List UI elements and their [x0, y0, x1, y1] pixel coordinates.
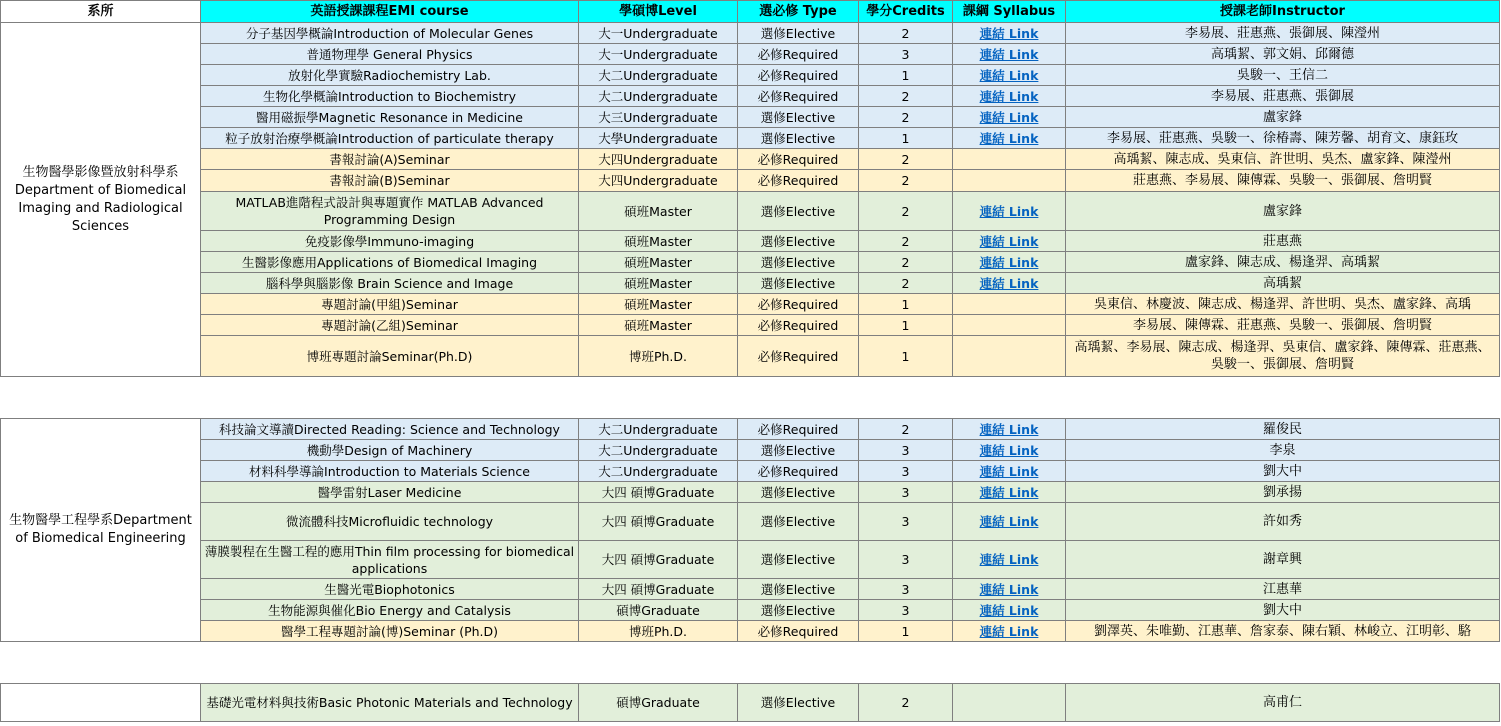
- header-dept: 系所: [1, 1, 201, 23]
- syllabus-link[interactable]: 連結 Link: [979, 88, 1039, 104]
- type-cell: 必修Required: [738, 44, 859, 65]
- level-cell: 大四Undergraduate: [579, 149, 738, 170]
- type-cell: 必修Required: [738, 315, 859, 336]
- course-name-cell: MATLAB進階程式設計與專題實作 MATLAB Advanced Programming Design: [201, 192, 579, 231]
- instructor-cell: 李易展、莊惠燕、張御展: [1066, 86, 1500, 107]
- credits-cell: 3: [859, 579, 953, 600]
- syllabus-cell: [953, 621, 1066, 642]
- table-row: [1, 170, 1500, 192]
- type-cell: 必修Required: [738, 621, 859, 642]
- level-cell: 碩班Master: [579, 192, 738, 231]
- syllabus-cell: [953, 684, 1066, 722]
- instructor-cell: 莊惠燕: [1066, 231, 1500, 252]
- credits-cell: 1: [859, 294, 953, 315]
- syllabus-cell: [953, 336, 1066, 377]
- level-cell: 碩班Master: [579, 294, 738, 315]
- instructor-cell: 劉大中: [1066, 600, 1500, 621]
- level-cell: 大四 碩博Graduate: [579, 541, 738, 579]
- instructor-cell: 高瑀絜、陳志成、吳東信、許世明、吳杰、盧家鋒、陳瀅州: [1066, 149, 1500, 170]
- course-name-cell: 普通物理學 General Physics: [201, 44, 579, 65]
- type-cell: 選修Elective: [738, 192, 859, 231]
- credits-cell: 2: [859, 684, 953, 722]
- table-row: [1, 579, 1500, 600]
- syllabus-cell: [953, 128, 1066, 149]
- level-cell: 大二Undergraduate: [579, 419, 738, 440]
- table-row: [1, 541, 1500, 579]
- syllabus-link[interactable]: 連結 Link: [979, 623, 1039, 639]
- table-row: [1, 128, 1500, 149]
- syllabus-cell: [953, 170, 1066, 192]
- credits-cell: 1: [859, 128, 953, 149]
- level-cell: 碩博Graduate: [579, 684, 738, 722]
- type-cell: 必修Required: [738, 294, 859, 315]
- credits-cell: 3: [859, 44, 953, 65]
- syllabus-cell: [953, 294, 1066, 315]
- instructor-cell: 李易展、陳傳霖、莊惠燕、吳駿一、張御展、詹明賢: [1066, 315, 1500, 336]
- table-row: [1, 86, 1500, 107]
- type-cell: 選修Elective: [738, 541, 859, 579]
- syllabus-link[interactable]: 連結 Link: [979, 46, 1039, 62]
- table-row: [1, 273, 1500, 294]
- syllabus-cell: [953, 149, 1066, 170]
- instructor-cell: 吳駿一、王信二: [1066, 65, 1500, 86]
- credits-cell: 3: [859, 461, 953, 482]
- syllabus-cell: [953, 252, 1066, 273]
- instructor-cell: 莊惠燕、李易展、陳傳霖、吳駿一、張御展、詹明賢: [1066, 170, 1500, 192]
- credits-cell: 3: [859, 503, 953, 541]
- syllabus-link[interactable]: 連結 Link: [979, 463, 1039, 479]
- instructor-cell: 盧家鋒: [1066, 192, 1500, 231]
- course-name-cell: 生物化學概論Introduction to Biochemistry: [201, 86, 579, 107]
- table-row: [1, 482, 1500, 503]
- type-cell: 必修Required: [738, 86, 859, 107]
- course-name-cell: 醫學雷射Laser Medicine: [201, 482, 579, 503]
- type-cell: 選修Elective: [738, 107, 859, 128]
- header-type: 選必修 Type: [738, 1, 859, 23]
- syllabus-cell: [953, 192, 1066, 231]
- credits-cell: 2: [859, 273, 953, 294]
- level-cell: 大四 碩博Graduate: [579, 503, 738, 541]
- type-cell: 選修Elective: [738, 23, 859, 44]
- type-cell: 選修Elective: [738, 440, 859, 461]
- spacer-cell: [1, 642, 1500, 684]
- spacer-cell: [1, 377, 1500, 419]
- syllabus-cell: [953, 44, 1066, 65]
- table-row: [1, 44, 1500, 65]
- course-name-cell: 粒子放射治療學概論Introduction of particulate therapy: [201, 128, 579, 149]
- course-name-cell: 醫學工程專題討論(博)Seminar (Ph.D): [201, 621, 579, 642]
- type-cell: 必修Required: [738, 461, 859, 482]
- credits-cell: 2: [859, 231, 953, 252]
- course-name-cell: 材料科學導論Introduction to Materials Science: [201, 461, 579, 482]
- header-credits: 學分Credits: [859, 1, 953, 23]
- instructor-cell: 劉大中: [1066, 461, 1500, 482]
- table-row: [1, 294, 1500, 315]
- syllabus-cell: [953, 315, 1066, 336]
- instructor-cell: 盧家鋒: [1066, 107, 1500, 128]
- course-name-cell: 專題討論(甲組)Seminar: [201, 294, 579, 315]
- header-row: [1, 1, 1500, 23]
- table-row: [1, 440, 1500, 461]
- table-row: [1, 65, 1500, 86]
- syllabus-cell: [953, 482, 1066, 503]
- instructor-cell: 高甫仁: [1066, 684, 1500, 722]
- instructor-cell: 盧家鋒、陳志成、楊逢羿、高瑀絜: [1066, 252, 1500, 273]
- course-name-cell: 書報討論(A)Seminar: [201, 149, 579, 170]
- instructor-cell: 李易展、莊惠燕、張御展、陳瀅州: [1066, 23, 1500, 44]
- table-row: [1, 107, 1500, 128]
- level-cell: 大三Undergraduate: [579, 107, 738, 128]
- level-cell: 博班Ph.D.: [579, 621, 738, 642]
- credits-cell: 2: [859, 252, 953, 273]
- header-course: 英語授課課程EMI course: [201, 1, 579, 23]
- course-name-cell: 專題討論(乙組)Seminar: [201, 315, 579, 336]
- course-name-cell: 基礎光電材料與技術Basic Photonic Materials and Technology: [201, 684, 579, 722]
- table-row: [1, 419, 1500, 440]
- type-cell: 選修Elective: [738, 252, 859, 273]
- syllabus-cell: [953, 579, 1066, 600]
- table-row: [1, 336, 1500, 377]
- instructor-cell: 許如秀: [1066, 503, 1500, 541]
- table-row: [1, 315, 1500, 336]
- syllabus-cell: [953, 65, 1066, 86]
- level-cell: 大一Undergraduate: [579, 44, 738, 65]
- credits-cell: 2: [859, 419, 953, 440]
- syllabus-link[interactable]: 連結 Link: [979, 581, 1039, 597]
- course-name-cell: 書報討論(B)Seminar: [201, 170, 579, 192]
- credits-cell: 1: [859, 315, 953, 336]
- type-cell: 選修Elective: [738, 600, 859, 621]
- syllabus-cell: [953, 440, 1066, 461]
- credits-cell: 3: [859, 482, 953, 503]
- level-cell: 碩班Master: [579, 273, 738, 294]
- syllabus-cell: [953, 231, 1066, 252]
- course-name-cell: 薄膜製程在生醫工程的應用Thin film processing for biomedical applications: [201, 541, 579, 579]
- type-cell: 選修Elective: [738, 503, 859, 541]
- syllabus-link[interactable]: 連結 Link: [979, 602, 1039, 618]
- type-cell: 必修Required: [738, 336, 859, 377]
- type-cell: 選修Elective: [738, 231, 859, 252]
- credits-cell: 1: [859, 621, 953, 642]
- syllabus-link[interactable]: 連結 Link: [979, 203, 1039, 219]
- header-instructor: 授課老師Instructor: [1066, 1, 1500, 23]
- instructor-cell: 吳東信、林慶波、陳志成、楊逢羿、許世明、吳杰、盧家鋒、高瑀: [1066, 294, 1500, 315]
- table-row: [1, 192, 1500, 231]
- level-cell: 大學Undergraduate: [579, 128, 738, 149]
- type-cell: 必修Required: [738, 170, 859, 192]
- instructor-cell: 劉承揚: [1066, 482, 1500, 503]
- course-name-cell: 機動學Design of Machinery: [201, 440, 579, 461]
- syllabus-link[interactable]: 連結 Link: [979, 67, 1039, 83]
- syllabus-cell: [953, 419, 1066, 440]
- credits-cell: 2: [859, 170, 953, 192]
- type-cell: 選修Elective: [738, 684, 859, 722]
- type-cell: 選修Elective: [738, 273, 859, 294]
- level-cell: 大四 碩博Graduate: [579, 579, 738, 600]
- group-spacer-row: [1, 642, 1500, 684]
- instructor-cell: 高瑀絜、李易展、陳志成、楊逢羿、吳東信、盧家鋒、陳傳霖、莊惠燕、吳駿一、張御展、詹明賢: [1066, 336, 1500, 377]
- table-row: [1, 621, 1500, 642]
- table-row: [1, 252, 1500, 273]
- instructor-cell: 劉澤英、朱唯勤、江惠華、詹家泰、陳右穎、林峻立、江明彰、駱: [1066, 621, 1500, 642]
- department-cell: [1, 684, 201, 722]
- instructor-cell: 高瑀絜、郭文娟、邱爾德: [1066, 44, 1500, 65]
- course-name-cell: 生醫光電Biophotonics: [201, 579, 579, 600]
- syllabus-link[interactable]: 連結 Link: [979, 233, 1039, 249]
- table-row: [1, 684, 1500, 722]
- course-name-cell: 生物能源與催化Bio Energy and Catalysis: [201, 600, 579, 621]
- level-cell: 碩班Master: [579, 231, 738, 252]
- instructor-cell: 謝章興: [1066, 541, 1500, 579]
- instructor-cell: 李易展、莊惠燕、吳駿一、徐椿壽、陳芳馨、胡育文、康鈺玫: [1066, 128, 1500, 149]
- table-row: [1, 600, 1500, 621]
- header-syllabus: 課綱 Syllabus: [953, 1, 1066, 23]
- department-cell: 生物醫學工程學系Department of Biomedical Engineering: [1, 419, 201, 642]
- type-cell: 選修Elective: [738, 128, 859, 149]
- syllabus-cell: [953, 273, 1066, 294]
- course-name-cell: 免疫影像學Immuno-imaging: [201, 231, 579, 252]
- credits-cell: 2: [859, 86, 953, 107]
- instructor-cell: 羅俊民: [1066, 419, 1500, 440]
- credits-cell: 1: [859, 65, 953, 86]
- credits-cell: 2: [859, 149, 953, 170]
- syllabus-link[interactable]: 連結 Link: [979, 130, 1039, 146]
- syllabus-link[interactable]: 連結 Link: [979, 552, 1039, 567]
- level-cell: 大一Undergraduate: [579, 23, 738, 44]
- level-cell: 大四 碩博Graduate: [579, 482, 738, 503]
- syllabus-cell: [953, 86, 1066, 107]
- table-row: [1, 503, 1500, 541]
- credits-cell: 2: [859, 23, 953, 44]
- syllabus-cell: [953, 541, 1066, 579]
- level-cell: 碩博Graduate: [579, 600, 738, 621]
- table-row: [1, 231, 1500, 252]
- course-name-cell: 醫用磁振學Magnetic Resonance in Medicine: [201, 107, 579, 128]
- credits-cell: 3: [859, 541, 953, 579]
- level-cell: 大二Undergraduate: [579, 65, 738, 86]
- syllabus-cell: [953, 461, 1066, 482]
- instructor-cell: 李泉: [1066, 440, 1500, 461]
- table-row: [1, 149, 1500, 170]
- table-row: [1, 461, 1500, 482]
- instructor-cell: 江惠華: [1066, 579, 1500, 600]
- syllabus-cell: [953, 107, 1066, 128]
- syllabus-link[interactable]: 連結 Link: [979, 25, 1039, 41]
- course-name-cell: 博班專題討論Seminar(Ph.D): [201, 336, 579, 377]
- syllabus-link[interactable]: 連結 Link: [979, 275, 1039, 291]
- course-name-cell: 放射化學實驗Radiochemistry Lab.: [201, 65, 579, 86]
- course-name-cell: 微流體科技Microfluidic technology: [201, 503, 579, 541]
- credits-cell: 2: [859, 192, 953, 231]
- level-cell: 大二Undergraduate: [579, 461, 738, 482]
- group-spacer-row: [1, 377, 1500, 419]
- level-cell: 大二Undergraduate: [579, 86, 738, 107]
- course-name-cell: 科技論文導讀Directed Reading: Science and Technology: [201, 419, 579, 440]
- syllabus-cell: [953, 600, 1066, 621]
- course-name-cell: 腦科學與腦影像 Brain Science and Image: [201, 273, 579, 294]
- type-cell: 選修Elective: [738, 579, 859, 600]
- table-row: [1, 23, 1500, 44]
- syllabus-cell: [953, 23, 1066, 44]
- syllabus-link[interactable]: 連結 Link: [979, 254, 1039, 270]
- credits-cell: 3: [859, 440, 953, 461]
- syllabus-link[interactable]: 連結 Link: [979, 484, 1039, 500]
- credits-cell: 3: [859, 600, 953, 621]
- syllabus-link[interactable]: 連結 Link: [979, 442, 1039, 458]
- syllabus-cell: [953, 503, 1066, 541]
- syllabus-link[interactable]: 連結 Link: [979, 421, 1039, 437]
- type-cell: 必修Required: [738, 65, 859, 86]
- level-cell: 大四Undergraduate: [579, 170, 738, 192]
- course-name-cell: 生醫影像應用Applications of Biomedical Imaging: [201, 252, 579, 273]
- type-cell: 選修Elective: [738, 482, 859, 503]
- course-name-cell: 分子基因學概論Introduction of Molecular Genes: [201, 23, 579, 44]
- credits-cell: 2: [859, 107, 953, 128]
- level-cell: 博班Ph.D.: [579, 336, 738, 377]
- department-cell: 生物醫學影像暨放射科學系 Department of Biomedical Imaging and Radiological Sciences: [1, 23, 201, 377]
- instructor-cell: 高瑀絜: [1066, 273, 1500, 294]
- credits-cell: 1: [859, 336, 953, 377]
- level-cell: 碩班Master: [579, 252, 738, 273]
- syllabus-link[interactable]: 連結 Link: [979, 109, 1039, 125]
- level-cell: 碩班Master: [579, 315, 738, 336]
- type-cell: 必修Required: [738, 419, 859, 440]
- type-cell: 必修Required: [738, 149, 859, 170]
- syllabus-link[interactable]: 連結 Link: [979, 514, 1039, 529]
- level-cell: 大二Undergraduate: [579, 440, 738, 461]
- header-level: 學碩博Level: [579, 1, 738, 23]
